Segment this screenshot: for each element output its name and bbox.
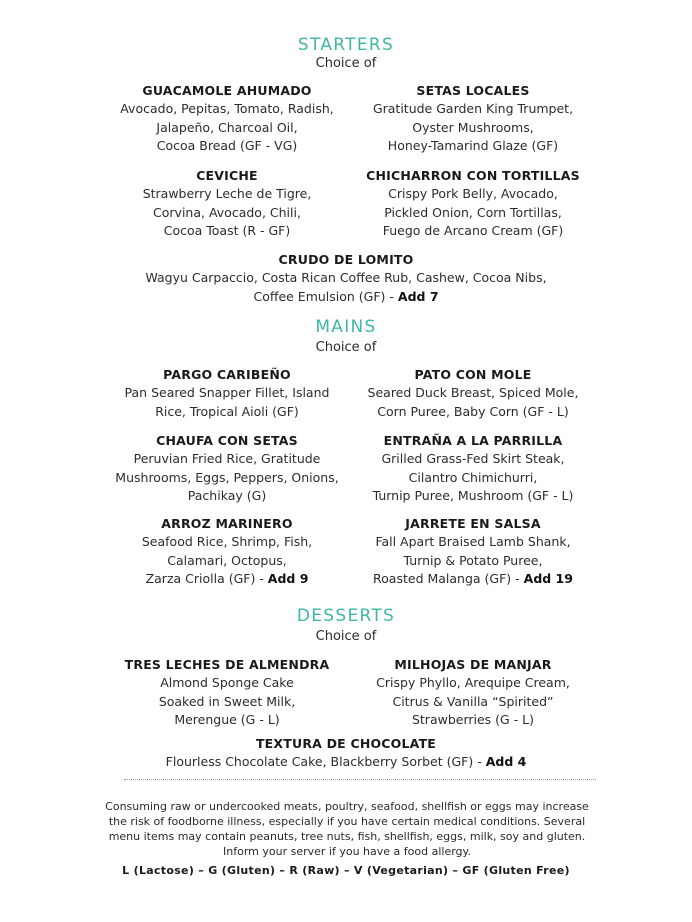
starters-title: STARTERS	[297, 35, 395, 55]
item-name: GUACAMOLE AHUMADO	[142, 83, 312, 98]
item-description: Strawberry Leche de Tigre, Corvina, Avocado, Chili, Cocoa Toast (R - GF)	[142, 186, 312, 238]
item-name: PATO CON MOLE	[414, 367, 532, 382]
item-description-text: Wagyu Carpaccio, Costa Rican Coffee Rub, Cashew, Cocoa Nibs, Coffee Emulsion (GF) -	[145, 270, 547, 304]
menu-item	[60, 735, 632, 772]
item-name: CEVICHE	[196, 168, 258, 183]
starters-subtitle: Choice of	[315, 56, 377, 71]
footer-divider	[124, 779, 596, 780]
item-description-text: Flourless Chocolate Cake, Blackberry Sorbet (GF) -	[165, 754, 486, 769]
item-name: MILHOJAS DE MANJAR	[394, 657, 552, 672]
item-description: Avocado, Pepitas, Tomato, Radish, Jalapeño, Charcoal Oil, Cocoa Bread (GF - VG)	[120, 101, 334, 153]
item-name: CRUDO DE LOMITO	[278, 252, 414, 267]
item-name: TRES LECHES DE ALMENDRA	[124, 657, 330, 672]
item-description-text: Seafood Rice, Shrimp, Fish, Calamari, Octopus, Zarza Criolla (GF) -	[141, 534, 313, 586]
menu-item	[96, 515, 358, 589]
menu-item	[346, 366, 600, 421]
item-name: PARGO CARIBEÑO	[163, 367, 291, 382]
item-description: Crispy Phyllo, Arequipe Cream, Citrus & Vanilla “Spirited” Strawberries (G - L)	[376, 675, 570, 727]
item-description: Almond Sponge Cake Soaked in Sweet Milk, Merengue (G - L)	[158, 675, 296, 727]
mains-subtitle: Choice of	[315, 340, 377, 355]
price-supplement: Add 4	[485, 754, 527, 769]
item-name: TEXTURA DE CHOCOLATE	[255, 736, 437, 751]
desserts-subtitle: Choice of	[315, 629, 377, 644]
item-description: Seared Duck Breast, Spiced Mole, Corn Puree, Baby Corn (GF - L)	[367, 385, 579, 419]
menu-item	[346, 82, 600, 156]
item-name: CHICHARRON CON TORTILLAS	[366, 168, 580, 183]
menu-item	[346, 432, 600, 506]
dietary-legend: L (Lactose) – G (Gluten) – R (Raw) – V (Vegetarian) – GF (Gluten Free)	[122, 864, 570, 877]
item-description	[60, 269, 632, 306]
item-name: SETAS LOCALES	[416, 83, 530, 98]
menu-item	[60, 251, 632, 306]
price-supplement: Add 9	[267, 571, 309, 586]
item-description: Pan Seared Snapper Fillet, Island Rice, Tropical Aioli (GF)	[124, 385, 330, 419]
menu-item	[96, 432, 358, 506]
menu-item	[346, 515, 600, 589]
price-supplement: Add 19	[523, 571, 573, 586]
menu-item	[96, 82, 358, 156]
menu-item	[346, 656, 600, 730]
item-description-text: Fall Apart Braised Lamb Shank, Turnip & Potato Puree, Roasted Malanga (GF) -	[373, 534, 571, 586]
menu-item	[96, 366, 358, 421]
item-description	[346, 533, 600, 589]
desserts-title: DESSERTS	[296, 606, 396, 626]
allergy-disclaimer: Consuming raw or undercooked meats, poultry, seafood, shellfish or eggs may increase the risk of foodborne illness, especially if you have certain medical conditions. Several menu items may contain peanuts, tree nuts, fish, shellfish, eggs, milk, soy and gluten. Inform your server if you have a food allergy.	[105, 800, 589, 858]
item-name: ARROZ MARINERO	[161, 516, 293, 531]
item-description: Crispy Pork Belly, Avocado, Pickled Onion, Corn Tortillas, Fuego de Arcano Cream (GF)	[382, 186, 564, 238]
menu-item	[96, 656, 358, 730]
item-name: ENTRAÑA A LA PARRILLA	[383, 433, 563, 448]
price-supplement: Add 7	[397, 288, 439, 304]
mains-title: MAINS	[315, 317, 377, 337]
item-name: CHAUFA CON SETAS	[156, 433, 298, 448]
item-description	[60, 753, 632, 772]
item-description: Grilled Grass-Fed Skirt Steak, Cilantro Chimichurri, Turnip Puree, Mushroom (GF - L)	[372, 451, 574, 503]
item-name: JARRETE EN SALSA	[405, 516, 541, 531]
menu-item	[96, 167, 358, 241]
menu-item	[346, 167, 600, 241]
item-description: Gratitude Garden King Trumpet, Oyster Mushrooms, Honey-Tamarind Glaze (GF)	[372, 101, 574, 153]
item-description	[96, 533, 358, 589]
item-description: Peruvian Fried Rice, Gratitude Mushrooms, Eggs, Peppers, Onions, Pachikay (G)	[115, 451, 339, 503]
